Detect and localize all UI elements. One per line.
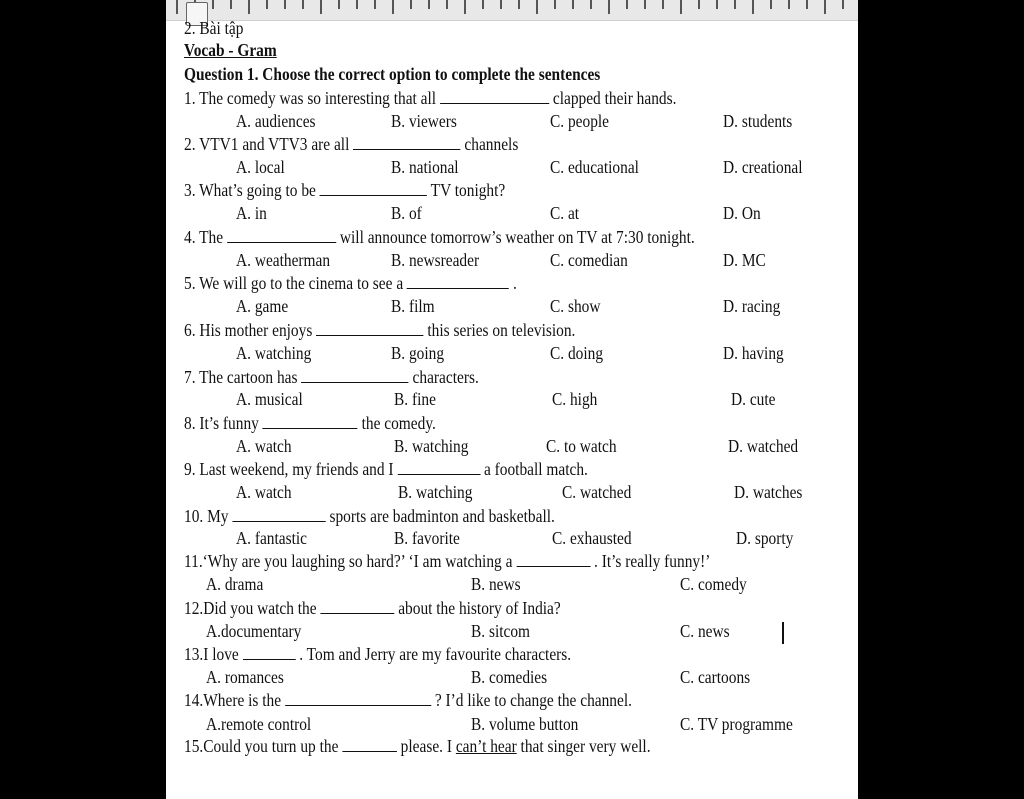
- option-c[interactable]: C. doing: [550, 343, 604, 363]
- option-a[interactable]: A. watch: [236, 436, 292, 456]
- document-page: [166, 0, 858, 799]
- ruler: [166, 0, 858, 21]
- question-text: 9. Last weekend, my friends and I: [184, 459, 394, 479]
- option-b[interactable]: B. film: [391, 296, 435, 316]
- question-text-after-blank: this series on television.: [427, 320, 576, 340]
- question-14: [184, 690, 632, 710]
- question-text-tail: that singer very well.: [520, 736, 651, 756]
- question-text-after-blank: .: [512, 273, 517, 293]
- option-a[interactable]: A. watching: [236, 343, 312, 363]
- question-10: [184, 506, 555, 526]
- answer-blank[interactable]: [232, 507, 325, 522]
- option-b[interactable]: B. going: [391, 343, 445, 363]
- option-d[interactable]: D. On: [723, 203, 761, 223]
- option-c[interactable]: C. watched: [562, 482, 632, 502]
- question-text: 10. My: [184, 506, 229, 526]
- question-text-after-blank: a football match.: [483, 459, 588, 479]
- question-9: [184, 459, 588, 479]
- option-d[interactable]: D. cute: [731, 389, 776, 409]
- option-a[interactable]: A. local: [236, 157, 285, 177]
- option-a[interactable]: A.documentary: [206, 621, 302, 641]
- question-text: 8. It’s funny: [184, 413, 259, 433]
- question-13: [184, 644, 571, 664]
- question-text: 15.Could you turn up the: [184, 736, 339, 756]
- question-text: 4. The: [184, 227, 224, 247]
- question-11: [184, 551, 710, 571]
- option-a[interactable]: A. drama: [206, 574, 264, 594]
- option-c[interactable]: C. comedy: [680, 574, 747, 594]
- option-d[interactable]: D. students: [723, 111, 793, 131]
- option-b[interactable]: B. national: [391, 157, 459, 177]
- answer-blank[interactable]: [516, 552, 590, 567]
- answer-blank[interactable]: [342, 737, 397, 752]
- option-d[interactable]: D. creational: [723, 157, 803, 177]
- section-heading: 2. Bài tập: [184, 18, 244, 38]
- option-a[interactable]: A. watch: [236, 482, 292, 502]
- question-6: [184, 320, 575, 340]
- answer-blank[interactable]: [301, 368, 408, 383]
- question-text-after-blank: clapped their hands.: [552, 88, 677, 108]
- option-c[interactable]: C. comedian: [550, 250, 628, 270]
- underlined-phrase: can’t hear: [455, 736, 517, 756]
- question-7: [184, 367, 479, 387]
- option-c[interactable]: C. cartoons: [680, 667, 751, 687]
- option-b[interactable]: B. sitcom: [471, 621, 531, 641]
- option-c[interactable]: C. at: [550, 203, 580, 223]
- question-text-after-blank: ? I’d like to change the channel.: [434, 690, 632, 710]
- answer-blank[interactable]: [407, 274, 509, 289]
- question-2: [184, 134, 518, 154]
- answer-blank[interactable]: [243, 645, 296, 660]
- answer-blank[interactable]: [440, 89, 549, 104]
- option-b[interactable]: B. volume button: [471, 714, 579, 734]
- answer-blank[interactable]: [263, 414, 358, 429]
- question-text-after-blank: about the history of India?: [398, 598, 561, 618]
- option-b[interactable]: B. news: [471, 574, 521, 594]
- answer-blank[interactable]: [320, 181, 427, 196]
- question-title: Question 1. Choose the correct option to complete the sentences: [184, 64, 601, 84]
- option-b[interactable]: B. watching: [398, 482, 473, 502]
- option-a[interactable]: A. fantastic: [236, 528, 307, 548]
- option-a[interactable]: A. audiences: [236, 111, 316, 131]
- option-d[interactable]: D. watches: [734, 482, 803, 502]
- subtitle: Vocab - Gram: [184, 40, 277, 60]
- question-8: [184, 413, 436, 433]
- option-b[interactable]: B. favorite: [394, 528, 460, 548]
- answer-blank[interactable]: [285, 691, 431, 706]
- option-b[interactable]: B. watching: [394, 436, 469, 456]
- question-text: 11.‘Why are you laughing so hard?’ ‘I am watching a: [184, 551, 513, 571]
- option-a[interactable]: A.remote control: [206, 714, 312, 734]
- question-4: [184, 227, 695, 247]
- answer-blank[interactable]: [320, 599, 394, 614]
- question-text: 7. The cartoon has: [184, 367, 298, 387]
- option-a[interactable]: A. in: [236, 203, 267, 223]
- question-15: [184, 736, 651, 756]
- option-b[interactable]: B. viewers: [391, 111, 457, 131]
- option-a[interactable]: A. romances: [206, 667, 284, 687]
- question-text-after-blank: will announce tomorrow’s weather on TV at 7:30 tonight.: [339, 227, 695, 247]
- option-b[interactable]: B. fine: [394, 389, 436, 409]
- question-text-after-blank: . Tom and Jerry are my favourite characters.: [299, 644, 572, 664]
- option-c[interactable]: C. people: [550, 111, 610, 131]
- question-text: 14.Where is the: [184, 690, 282, 710]
- question-text: 6. His mother enjoys: [184, 320, 313, 340]
- question-1: [184, 88, 676, 108]
- option-d[interactable]: D. racing: [723, 296, 781, 316]
- answer-blank[interactable]: [353, 135, 460, 150]
- question-text-after-blank: TV tonight?: [430, 180, 506, 200]
- question-text: 13.I love: [184, 644, 239, 664]
- question-text: 3. What’s going to be: [184, 180, 316, 200]
- answer-blank[interactable]: [316, 321, 423, 336]
- question-text: 1. The comedy was so interesting that all: [184, 88, 437, 108]
- question-5: [184, 273, 517, 293]
- option-a[interactable]: A. musical: [236, 389, 303, 409]
- option-b[interactable]: B. newsreader: [391, 250, 480, 270]
- answer-blank[interactable]: [227, 228, 336, 243]
- option-c[interactable]: C. show: [550, 296, 601, 316]
- option-c[interactable]: C. exhausted: [552, 528, 632, 548]
- option-d[interactable]: D. sporty: [736, 528, 794, 548]
- question-3: [184, 180, 505, 200]
- option-d[interactable]: D. having: [723, 343, 784, 363]
- question-text: 5. We will go to the cinema to see a: [184, 273, 404, 293]
- question-text-after-blank: . It’s really funny!’: [594, 551, 711, 571]
- question-text-after-blank: sports are badminton and basketball.: [329, 506, 555, 526]
- question-text: 2. VTV1 and VTV3 are all: [184, 134, 350, 154]
- question-text-after-blank: channels: [464, 134, 519, 154]
- option-c[interactable]: C. to watch: [546, 436, 617, 456]
- option-a[interactable]: A. weatherman: [236, 250, 331, 270]
- option-a[interactable]: A. game: [236, 296, 289, 316]
- text-cursor: [782, 622, 784, 644]
- option-c[interactable]: C. news: [680, 621, 730, 641]
- question-12: [184, 598, 561, 618]
- option-d[interactable]: D. watched: [728, 436, 799, 456]
- option-b[interactable]: B. of: [391, 203, 422, 223]
- question-text-after-blank: characters.: [412, 367, 479, 387]
- option-b[interactable]: B. comedies: [471, 667, 548, 687]
- option-c[interactable]: C. high: [552, 389, 598, 409]
- question-text-after-blank: the comedy.: [361, 413, 436, 433]
- answer-blank[interactable]: [397, 460, 480, 475]
- option-c[interactable]: C. TV programme: [680, 714, 793, 734]
- option-c[interactable]: C. educational: [550, 157, 639, 177]
- option-d[interactable]: D. MC: [723, 250, 766, 270]
- question-text: 12.Did you watch the: [184, 598, 317, 618]
- question-text-after-blank: please. I: [400, 736, 453, 756]
